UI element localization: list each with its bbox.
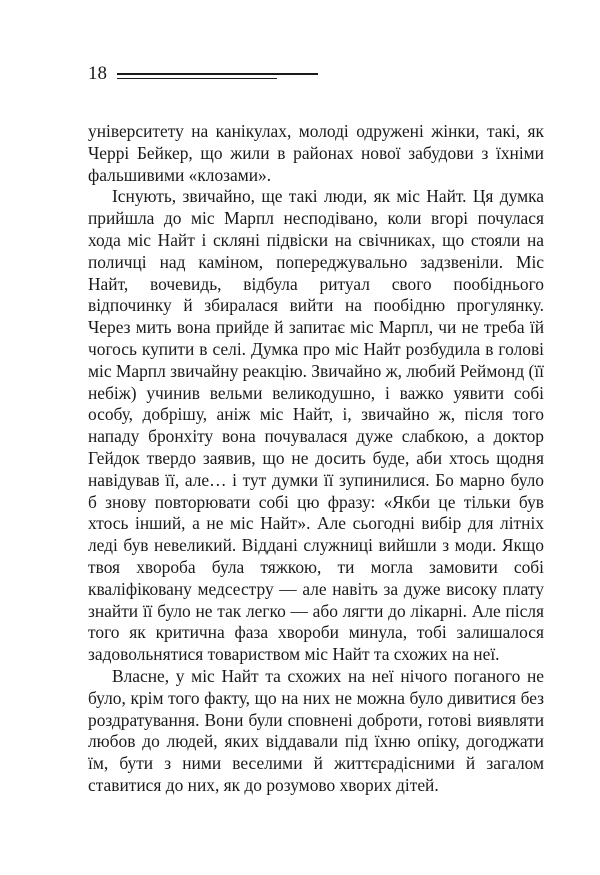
header-rule-thin xyxy=(117,78,277,79)
page-number: 18 xyxy=(88,63,107,84)
page-header xyxy=(88,62,318,92)
paragraph: Існують, звичайно, ще такі люди, як міс Найт. Ця думка прийшла до міс Марпл несподівано, коли вгорі почулася хода міс Найт і скляні підвіски на свічниках, що стояли на поличці над каміном, попереджувально задзвеніли. Міс Найт, вочевидь, відбула ритуал свого пообіднього відпочинку й збиралася вийти на пообідню прогулянку. Через мить вона прийде й запитає міс Марпл, чи не треба їй чогось купити в селі. Думка про міс Найт розбудила в голові міс Марпл звичайну реакцію. Звичайно ж, любий Реймонд (її небіж) учинив вельми великодушно, і важко уявити собі особу, добрішу, аніж міс Найт, і, звичайно ж, після того нападу бронхіту вона почувалася дуже слабкою, а доктор Гейдок твердо заявив, що не досить буде, аби хтось щодня навідував її, але… і тут думки її зупинилися. Бо марно було б знову повторювати собі цю фразу: «Якби це тільки був хтось інший, а не міс Найт». Але сьогодні вибір для літніх леді був невеликий. Віддані служниці вийшли з моди. Якщо твоя хвороба була тяжкою, ти могла замовити собі кваліфіковану медсестру — але навіть за дуже високу плату знайти її було не так легко — або лягти до лікарні. Але після того як критична фаза хвороби минула, тобі залишалося задовольнятися товариством міс Найт та схожих на неї. xyxy=(88,186,544,665)
paragraph: Власне, у міс Найт та схожих на неї нічого поганого не було, крім того факту, що на них не можна було дивитися без роздратування. Вони були сповнені доброти, готові виявляти любов до людей, яких віддавали під їхню опіку, догоджати їм, бути з ними веселими й життєрадісними й загалом ставитися до них, як до розумово хворих дітей. xyxy=(88,665,544,795)
paragraph: університету на канікулах, молоді одружені жінки, такі, як Черрі Бейкер, що жили в районах нової забудови з їхніми фальшивими «клозами». xyxy=(88,121,544,185)
body-text xyxy=(88,121,544,797)
header-rule-thick xyxy=(117,73,318,75)
